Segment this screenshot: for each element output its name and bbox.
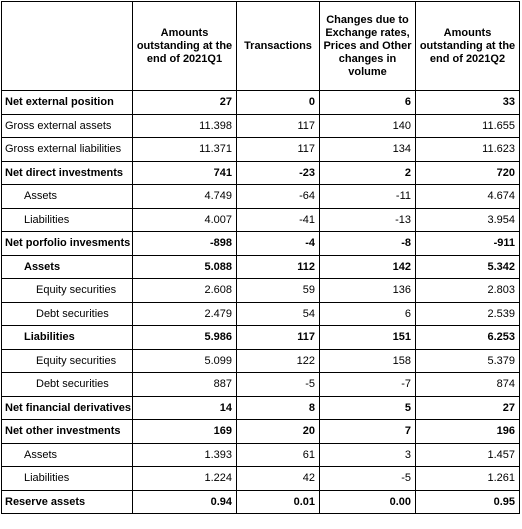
cell-changes: 6 xyxy=(320,91,416,115)
cell-outstanding-q1: 2.608 xyxy=(133,279,237,303)
header-changes: Changes due to Exchange rates, Prices and Other changes in volume xyxy=(320,2,416,91)
cell-outstanding-q1: 11.371 xyxy=(133,138,237,162)
cell-transactions: 117 xyxy=(237,138,320,162)
row-label: Assets xyxy=(2,255,133,279)
row-label: Net direct investments xyxy=(2,161,133,185)
cell-outstanding-q2: -911 xyxy=(416,232,520,256)
cell-changes: 6 xyxy=(320,302,416,326)
header-label xyxy=(2,2,133,91)
cell-transactions: 112 xyxy=(237,255,320,279)
row-label: Liabilities xyxy=(2,467,133,491)
cell-transactions: 0.01 xyxy=(237,490,320,514)
cell-changes: 140 xyxy=(320,114,416,138)
cell-changes: 151 xyxy=(320,326,416,350)
cell-changes: 2 xyxy=(320,161,416,185)
cell-changes: -11 xyxy=(320,185,416,209)
cell-outstanding-q1: 1.393 xyxy=(133,443,237,467)
row-label: Debt securities xyxy=(2,373,133,397)
table-row xyxy=(2,443,520,467)
row-label: Net external position xyxy=(2,91,133,115)
cell-changes: -7 xyxy=(320,373,416,397)
cell-transactions: -5 xyxy=(237,373,320,397)
row-label: Gross external assets xyxy=(2,114,133,138)
cell-changes: -8 xyxy=(320,232,416,256)
table-row xyxy=(2,161,520,185)
cell-outstanding-q1: 27 xyxy=(133,91,237,115)
table-row xyxy=(2,232,520,256)
cell-outstanding-q1: 2.479 xyxy=(133,302,237,326)
cell-changes: 134 xyxy=(320,138,416,162)
cell-transactions: 42 xyxy=(237,467,320,491)
cell-changes: 7 xyxy=(320,420,416,444)
cell-outstanding-q1: 4.749 xyxy=(133,185,237,209)
cell-outstanding-q2: 5.342 xyxy=(416,255,520,279)
cell-transactions: -64 xyxy=(237,185,320,209)
cell-outstanding-q2: 720 xyxy=(416,161,520,185)
row-label: Assets xyxy=(2,443,133,467)
cell-transactions: 117 xyxy=(237,114,320,138)
cell-outstanding-q1: 5.099 xyxy=(133,349,237,373)
cell-outstanding-q2: 3.954 xyxy=(416,208,520,232)
cell-outstanding-q1: 5.986 xyxy=(133,326,237,350)
table-row xyxy=(2,349,520,373)
table-row xyxy=(2,114,520,138)
table-row xyxy=(2,373,520,397)
cell-changes: 5 xyxy=(320,396,416,420)
cell-outstanding-q1: 0.94 xyxy=(133,490,237,514)
cell-outstanding-q1: 887 xyxy=(133,373,237,397)
cell-outstanding-q2: 11.623 xyxy=(416,138,520,162)
cell-transactions: 61 xyxy=(237,443,320,467)
row-label: Debt securities xyxy=(2,302,133,326)
cell-changes: -13 xyxy=(320,208,416,232)
row-label: Gross external liabilities xyxy=(2,138,133,162)
cell-outstanding-q2: 11.655 xyxy=(416,114,520,138)
cell-outstanding-q2: 4.674 xyxy=(416,185,520,209)
cell-changes: 142 xyxy=(320,255,416,279)
cell-outstanding-q2: 2.539 xyxy=(416,302,520,326)
cell-outstanding-q2: 874 xyxy=(416,373,520,397)
cell-outstanding-q2: 27 xyxy=(416,396,520,420)
cell-outstanding-q1: 5.088 xyxy=(133,255,237,279)
row-label: Liabilities xyxy=(2,326,133,350)
row-label: Net other investments xyxy=(2,420,133,444)
table-row xyxy=(2,255,520,279)
cell-outstanding-q2: 2.803 xyxy=(416,279,520,303)
cell-outstanding-q1: 741 xyxy=(133,161,237,185)
row-label: Reserve assets xyxy=(2,490,133,514)
cell-outstanding-q2: 33 xyxy=(416,91,520,115)
cell-transactions: -23 xyxy=(237,161,320,185)
cell-transactions: -4 xyxy=(237,232,320,256)
table-row xyxy=(2,91,520,115)
cell-changes: 136 xyxy=(320,279,416,303)
row-label: Liabilities xyxy=(2,208,133,232)
table-row xyxy=(2,279,520,303)
row-label: Assets xyxy=(2,185,133,209)
cell-outstanding-q1: -898 xyxy=(133,232,237,256)
cell-outstanding-q1: 1.224 xyxy=(133,467,237,491)
cell-transactions: 122 xyxy=(237,349,320,373)
table-row xyxy=(2,302,520,326)
cell-changes: 0.00 xyxy=(320,490,416,514)
cell-transactions: 59 xyxy=(237,279,320,303)
cell-transactions: 20 xyxy=(237,420,320,444)
cell-outstanding-q1: 11.398 xyxy=(133,114,237,138)
row-label: Net financial derivatives xyxy=(2,396,133,420)
table-body xyxy=(2,91,520,514)
table-row xyxy=(2,185,520,209)
cell-transactions: 8 xyxy=(237,396,320,420)
header-row xyxy=(2,2,520,91)
row-label: Net porfolio invesments xyxy=(2,232,133,256)
cell-transactions: 117 xyxy=(237,326,320,350)
cell-changes: -5 xyxy=(320,467,416,491)
cell-changes: 158 xyxy=(320,349,416,373)
header-transactions: Transactions xyxy=(237,2,320,91)
cell-transactions: 0 xyxy=(237,91,320,115)
cell-outstanding-q2: 5.379 xyxy=(416,349,520,373)
cell-outstanding-q1: 169 xyxy=(133,420,237,444)
cell-transactions: -41 xyxy=(237,208,320,232)
header-outstanding-q2: Amounts outstanding at the end of 2021Q2 xyxy=(416,2,520,91)
table-row xyxy=(2,326,520,350)
table-row xyxy=(2,138,520,162)
row-label: Equity securities xyxy=(2,349,133,373)
table-row xyxy=(2,490,520,514)
cell-outstanding-q2: 1.457 xyxy=(416,443,520,467)
external-position-table xyxy=(1,1,520,514)
cell-outstanding-q2: 0.95 xyxy=(416,490,520,514)
table-row xyxy=(2,396,520,420)
cell-outstanding-q2: 6.253 xyxy=(416,326,520,350)
cell-outstanding-q2: 1.261 xyxy=(416,467,520,491)
table-row xyxy=(2,467,520,491)
header-outstanding-q1: Amounts outstanding at the end of 2021Q1 xyxy=(133,2,237,91)
table-row xyxy=(2,420,520,444)
cell-changes: 3 xyxy=(320,443,416,467)
row-label: Equity securities xyxy=(2,279,133,303)
cell-transactions: 54 xyxy=(237,302,320,326)
cell-outstanding-q2: 196 xyxy=(416,420,520,444)
table-row xyxy=(2,208,520,232)
cell-outstanding-q1: 4.007 xyxy=(133,208,237,232)
cell-outstanding-q1: 14 xyxy=(133,396,237,420)
